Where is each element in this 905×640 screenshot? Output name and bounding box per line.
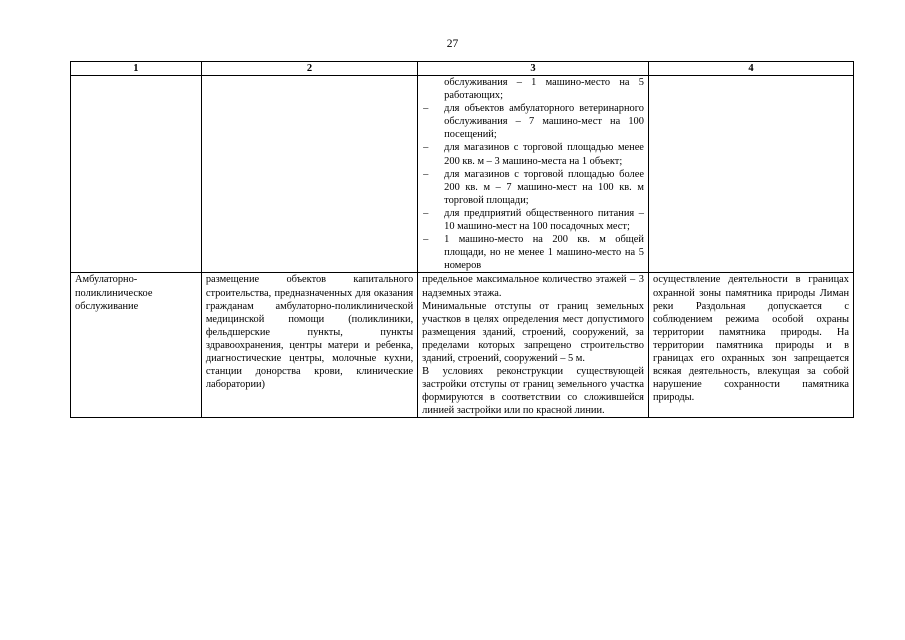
list-item: – для магазинов с торговой площадью менее 200 кв. м – 3 машино-места на 1 объект; [423, 142, 644, 167]
header-col-3: 3 [418, 62, 649, 76]
parking-continuation: обслуживания – 1 машино-место на 5 работающих; [444, 77, 644, 102]
header-col-4: 4 [648, 62, 853, 76]
header-col-2: 2 [201, 62, 417, 76]
list-item: – 1 машино-место на 200 кв. м общей площади, но не менее 1 машино-место на 5 номеров [423, 234, 644, 272]
header-col-1: 1 [71, 62, 202, 76]
header-row [71, 62, 854, 76]
table-row [71, 273, 854, 418]
row1-col1 [71, 76, 202, 273]
row1-col4 [648, 76, 853, 273]
restrictions-text: осуществление деятельности в границах охранной зоны памятника природы Лиман реки Раздольная допускается с соблюдением режима особой охраны территории памятника природы. На территории памятника природы и в границах его охранных зон запрещается всякая деятельность, влекущая за собой нарушение сохранности памятника природы. [648, 273, 853, 418]
list-item: – для магазинов с торговой площадью более 200 кв. м – 7 машино-мест на 100 кв. м торговой площади; [423, 168, 644, 206]
building-parameters [418, 273, 649, 418]
page-number: 27 [446, 38, 459, 50]
list-item: – для объектов амбулаторного ветеринарного обслуживания – 7 машино-мест на 100 посещений; [423, 103, 644, 141]
regulations-table [70, 61, 854, 418]
use-type-description: размещение объектов капитального строительства, предназначенных для оказания гражданам амбулаторно-поликлинической медицинской помощи (поликлиники, фельдшерские пункты, пункты здравоохранения, центры матери и ребенка, диагностические центры, молочные кухни, станции донорства крови, клинические лаборатории) [201, 273, 417, 418]
max-floors-text: предельное максимальное количество этажей – 3 надземных этажа. [422, 274, 644, 299]
row1-col2 [201, 76, 417, 273]
parking-list [422, 102, 644, 272]
use-type-name: Амбулаторно-поликлиническое обслуживание [71, 273, 202, 418]
table-row [71, 76, 854, 273]
reconstruction-text: В условиях реконструкции существующей застройки отступы от границ земельного участка формируются в соответствии со сложившейся линией застройки или по красной линии. [422, 366, 644, 417]
row1-col3 [418, 76, 649, 273]
list-item: – для предприятий общественного питания – 10 машино-мест на 100 посадочных мест; [423, 207, 644, 233]
min-setbacks-text: Минимальные отступы от границ земельных участков в целях определения мест допустимого размещения зданий, строений, сооружений, за пределами которых запрещено строительство зданий, строений, сооружений – 5 м. [422, 300, 644, 364]
